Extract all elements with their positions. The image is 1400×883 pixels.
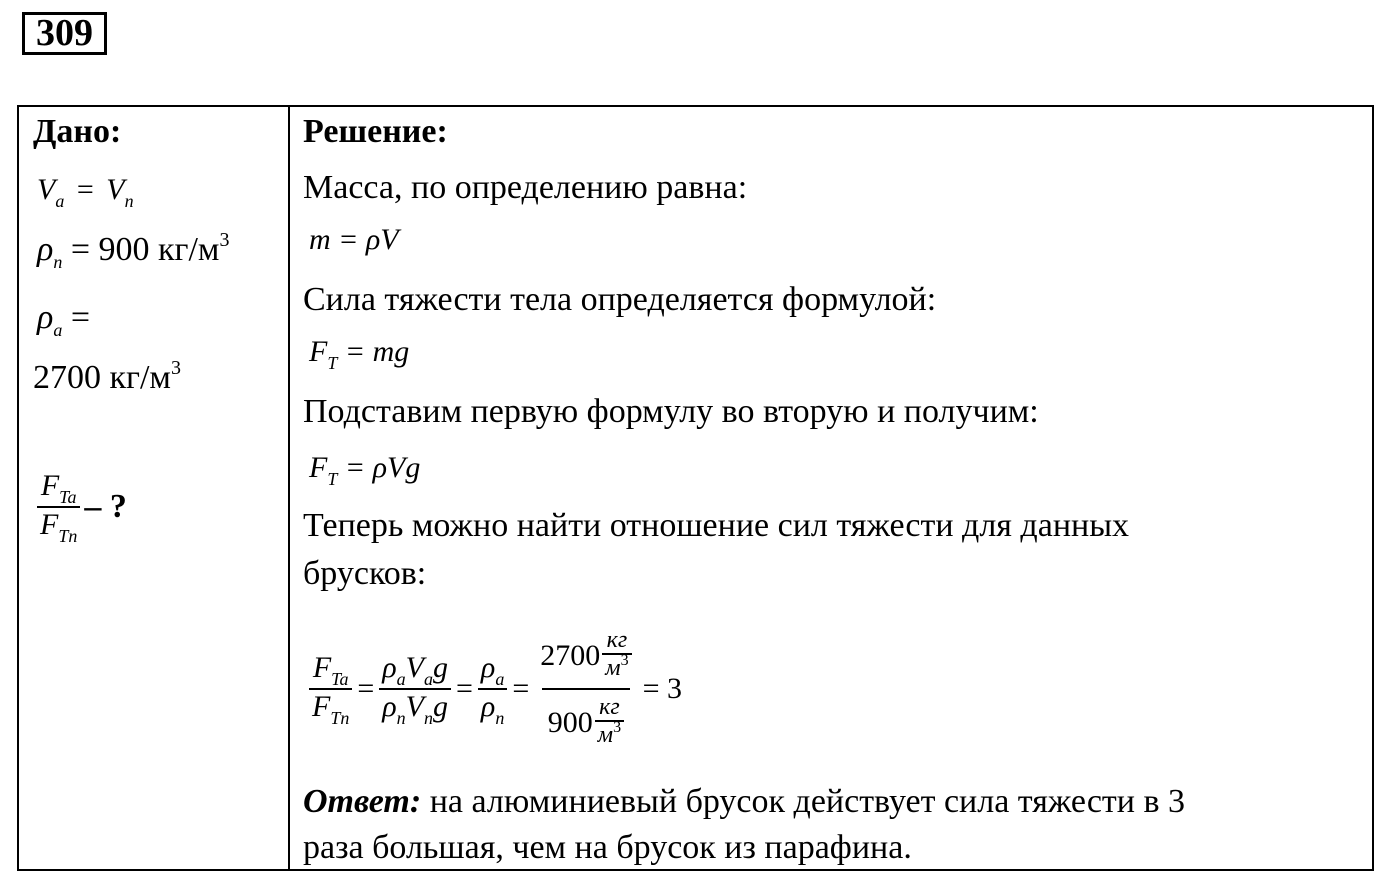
- given-paraffin-density: $\rho_n = 900$ $кг/м^3$: [37, 229, 230, 272]
- solution-line-gravity: Сила тяжести тела определяется формулой:: [303, 281, 937, 318]
- formula-mass: m = ρV: [309, 223, 399, 256]
- solution-line-substitute: Подставим первую формулу во вторую и получим:: [303, 393, 1039, 430]
- solution-line-mass: Масса, по определению равна:: [303, 169, 748, 206]
- formula-substituted: $F_T = \rho Vg$: [309, 451, 421, 489]
- solution-line-ratio-b: брусков:: [303, 555, 427, 592]
- solution-table: [17, 105, 1374, 871]
- given-volume-equality: $V_a = V_n$: [37, 173, 134, 211]
- answer-label: Ответ:: [303, 783, 422, 820]
- formula-gravity: $F_T$ = mg: [309, 335, 410, 373]
- solution-header: Решение:: [303, 113, 448, 150]
- answer-line-2: раза большая, чем на брусок из парафина.: [303, 829, 912, 866]
- given-aluminium-density-label: $\rho_a$ =: [37, 299, 91, 340]
- answer-line-1: Ответ: на алюминиевый брусок действует сила тяжести в 3: [303, 783, 1186, 820]
- given-header: Дано:: [33, 113, 122, 150]
- formula-ratio: $\frac{F_{Ta}}{F_{Tn}}$ = $\frac{\rho_aV_ag}{\rho_nV_ng}$ = $\frac{\rho_a}{\rho_n}$ = 2700 $\frac{кг}{м^3}$ 900 $\frac{кг}{м^3}$ = 3: [309, 615, 682, 763]
- column-divider: [288, 107, 290, 869]
- given-aluminium-density-value: 2700 $кг/м^3$: [33, 357, 181, 396]
- problem-number: 309: [22, 12, 107, 55]
- solution-line-ratio-a: Теперь можно найти отношение сил тяжести для данных: [303, 507, 1130, 544]
- given-question: $\frac{F_{Ta}}{F_{Tn}}$ – ?: [37, 469, 127, 545]
